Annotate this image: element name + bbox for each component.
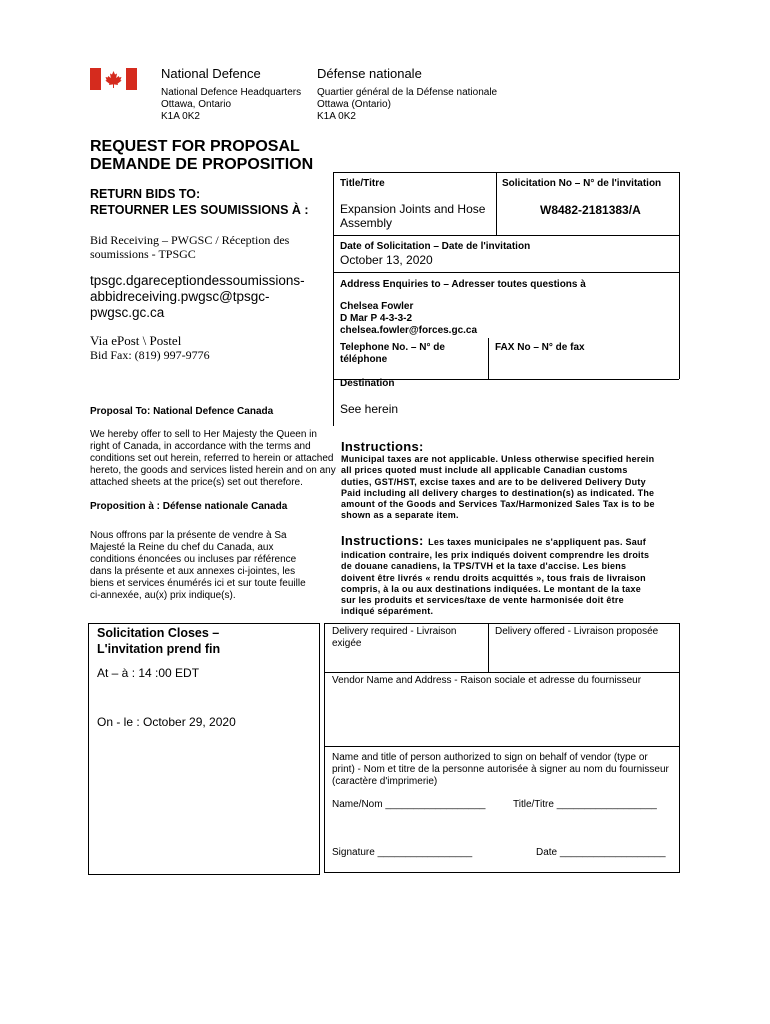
header-address-fr: Quartier général de la Défense nationale Ottawa (Ontario) K1A 0K2 bbox=[317, 87, 498, 122]
telephone-label: Telephone No. – N° de téléphone bbox=[340, 342, 445, 365]
grid-line bbox=[324, 623, 325, 873]
via-epost-text: Via ePost \ Postel bbox=[90, 333, 182, 348]
canada-flag-icon bbox=[90, 68, 137, 90]
destination-value: See herein bbox=[340, 402, 399, 416]
instructions-fr: Instructions: Les taxes municipales ne s'appliquent pas. Sauf indication contraire, les prix indiqués doivent comprendre les droits de douane canadiens, la TPS/TVH et la taxe d'accise. Les biens doivent être livrés « rendu droits acquittés », tous frais de livraison compris, à la ou aux destinations indiquées. Le montant de la taxe sur les produits et services/taxe de vente harmonisée doit être indiqué séparément. bbox=[341, 533, 650, 617]
title-value: Expansion Joints and Hose Assembly bbox=[340, 202, 486, 230]
contact-info: Chelsea Fowler D Mar P 4-3-3-2 chelsea.fowler@forces.gc.ca bbox=[340, 301, 478, 336]
solicitation-closes-title: Solicitation Closes – L'invitation prend fin bbox=[97, 626, 221, 656]
grid-line bbox=[333, 172, 334, 426]
signature-field[interactable]: Signature _________________ bbox=[332, 847, 473, 858]
solicitation-date-label: Date of Solicitation – Date de l'invitation bbox=[340, 241, 531, 252]
proposition-a-label: Proposition à : Défense nationale Canada bbox=[90, 501, 288, 512]
delivery-offered-label: Delivery offered - Livraison proposée bbox=[495, 626, 659, 637]
page-title: REQUEST FOR PROPOSAL DEMANDE DE PROPOSITION bbox=[90, 138, 314, 173]
grid-line bbox=[324, 623, 679, 624]
authorized-person-label: Name and title of person authorized to sign on behalf of vendor (type or print) - Nom et titre de la personne autorisée à signer au nom du fournisseur (caractère d'imprimerie) bbox=[332, 752, 669, 787]
bid-receiving-text: Bid Receiving – PWGSC / Réception des soumissions - TPSGC bbox=[90, 233, 290, 261]
fax-label: FAX No – N° de fax bbox=[495, 342, 585, 353]
header-dept-fr: Défense nationale bbox=[317, 66, 422, 81]
grid-line bbox=[488, 338, 489, 379]
grid-line bbox=[679, 623, 680, 873]
delivery-required-label: Delivery required - Livraison exigée bbox=[332, 626, 457, 649]
return-bids-heading: RETURN BIDS TO: RETOURNER LES SOUMISSIONS À : bbox=[90, 187, 309, 217]
solicitation-number-value: W8482-2181383/A bbox=[540, 203, 641, 217]
header-dept-en: National Defence bbox=[161, 66, 261, 81]
solicitation-date-value: October 13, 2020 bbox=[340, 253, 433, 267]
offer-text-en: We hereby offer to sell to Her Majesty the Queen in right of Canada, in accordance with the terms and conditions set out herein, referred to herein or attached hereto, the goods and services listed herein and on any attached sheets at the price(s) set out therefore. bbox=[90, 429, 336, 488]
closing-time: At – à : 14 :00 EDT bbox=[97, 666, 200, 680]
instructions-en: Instructions: Municipal taxes are not applicable. Unless otherwise specified herein all prices quoted must include all applicable Canadian customs duties, GST/HST, excise taxes and are to be delivered Delivery Duty Paid including all delivery charges to destination(s) as indicated. The amount of the Goods and Services Tax/Harmonized Sales Tax is to be shown as a separate item. bbox=[341, 439, 655, 521]
closing-date: On - le : October 29, 2020 bbox=[97, 715, 236, 729]
grid-line bbox=[324, 672, 679, 673]
bid-email-address: tpsgc.dgareceptiondessoumissions- abbidreceiving.pwgsc@tpsgc- pwgsc.gc.ca bbox=[90, 273, 305, 320]
date-field[interactable]: Date ___________________ bbox=[536, 847, 666, 858]
grid-line bbox=[679, 172, 680, 379]
grid-line bbox=[496, 172, 497, 235]
vendor-name-address-label: Vendor Name and Address - Raison sociale et adresse du fournisseur bbox=[332, 675, 642, 686]
name-field[interactable]: Name/Nom __________________ bbox=[332, 799, 486, 810]
bid-fax-text: Bid Fax: (819) 997-9776 bbox=[90, 348, 210, 362]
grid-line bbox=[333, 272, 679, 273]
solicitation-closes-box bbox=[88, 623, 320, 875]
grid-line bbox=[333, 235, 679, 236]
grid-line bbox=[333, 172, 679, 173]
destination-label: Destination bbox=[340, 378, 395, 389]
offer-text-fr: Nous offrons par la présente de vendre à Sa Majesté la Reine du chef du Canada, aux conditions énoncées ou incluses par référence dans la présente et aux annexes ci-jointes, les biens et services énumérés ici et sur toute feuille ci-annexée, au(x) prix indique(s). bbox=[90, 530, 306, 601]
title-label: Title/Titre bbox=[340, 178, 385, 189]
title-field[interactable]: Title/Titre __________________ bbox=[513, 799, 657, 810]
grid-line bbox=[324, 746, 679, 747]
solicitation-number-label: Solicitation No – N° de l'invitation bbox=[502, 178, 662, 189]
grid-line bbox=[488, 623, 489, 672]
grid-line bbox=[324, 872, 680, 873]
proposal-to-label: Proposal To: National Defence Canada bbox=[90, 406, 274, 417]
header-address-en: National Defence Headquarters Ottawa, Ontario K1A 0K2 bbox=[161, 87, 302, 122]
enquiries-label: Address Enquiries to – Adresser toutes questions à bbox=[340, 279, 586, 290]
